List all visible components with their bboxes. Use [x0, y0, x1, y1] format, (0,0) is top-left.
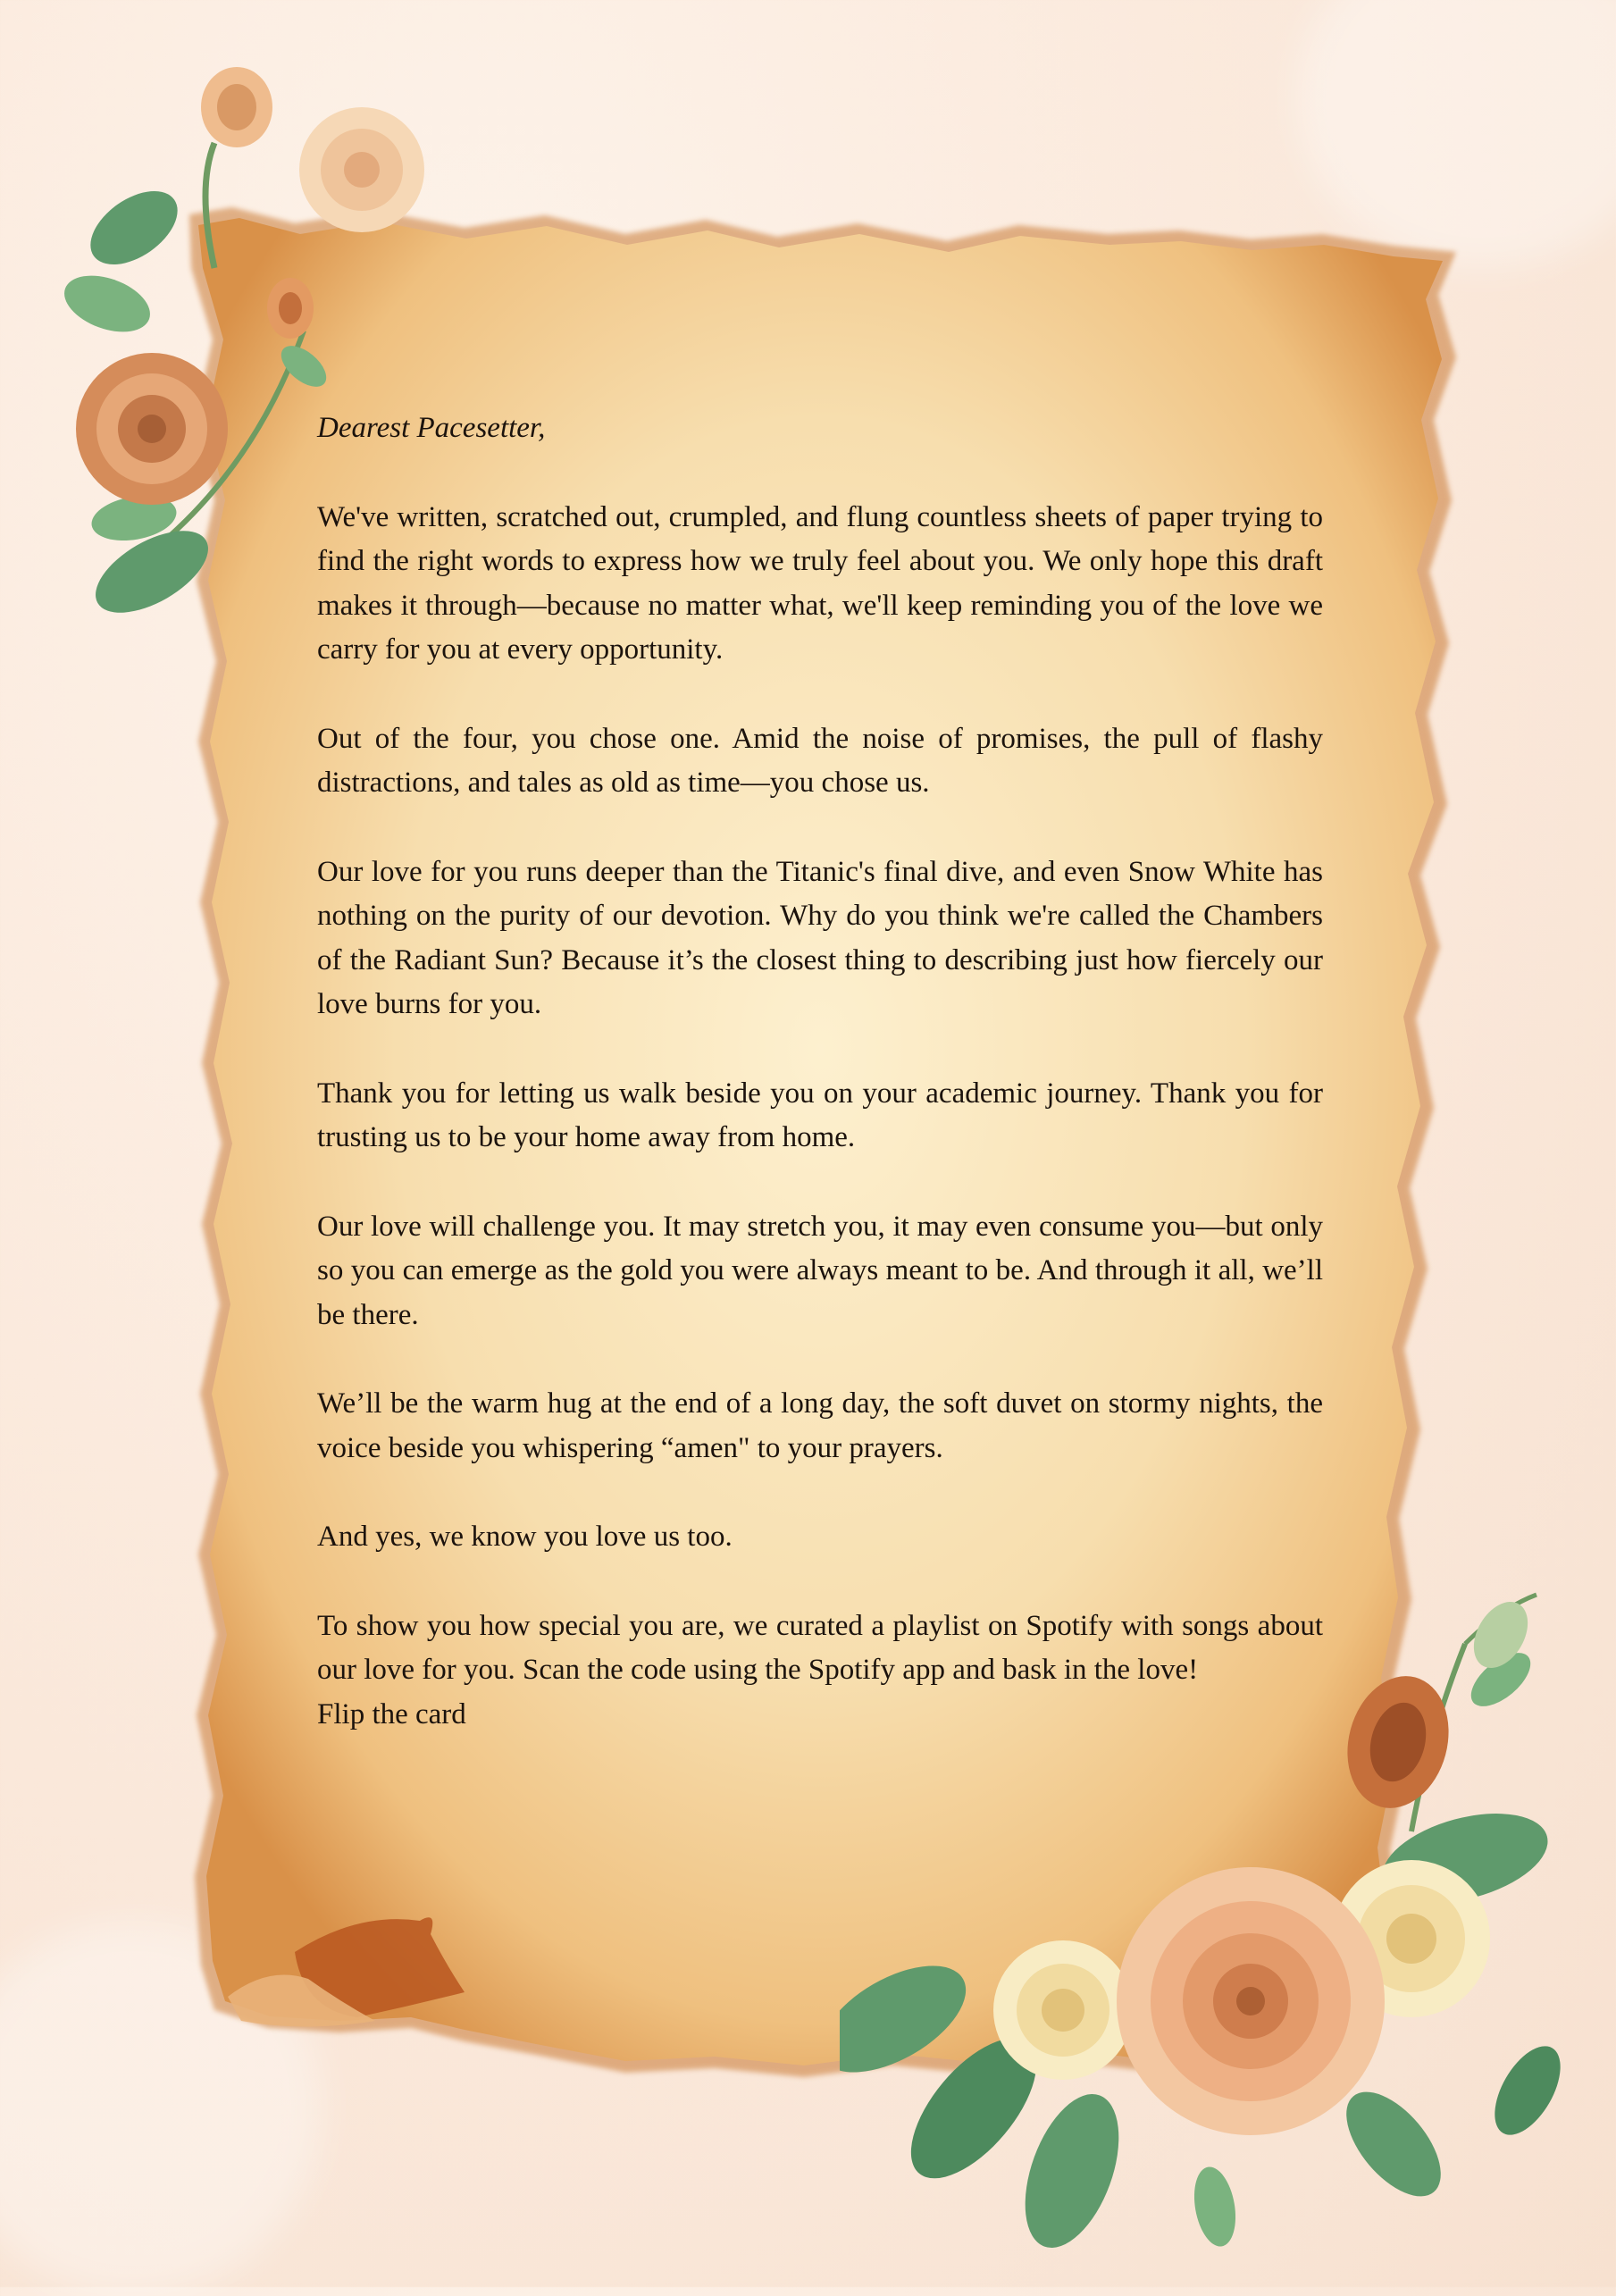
letter-paragraph: Our love will challenge you. It may stretch you, it may even consume you—but only so you can emerge as the gold you were always meant to be. And through it all, we’ll be there. [317, 1210, 1323, 1331]
letter-paragraph: Our love for you runs deeper than the Titanic's final dive, and even Snow White has nothing on the purity of our devotion. Why do you think we're called the Chambers of the Radiant Sun? Because it’s the closest thing to describing just how fiercely our love burns for you. [317, 855, 1323, 1020]
letter-paragraph: Out of the four, you chose one. Amid the noise of promises, the pull of flashy distractions, and tales as old as time—you chose us. [317, 722, 1323, 799]
letter-paragraph: We’ll be the warm hug at the end of a long day, the soft duvet on stormy nights, the voice beside you whispering “amen" to your prayers. [317, 1387, 1323, 1464]
letter-salutation: Dearest Pacesetter, [317, 412, 546, 444]
letter-closing [317, 1605, 1323, 1738]
letter-paragraph: Thank you for letting us walk beside you on your academic journey. Thank you for trusting us to be your home away from home. [317, 1077, 1323, 1153]
letter-paragraph: We've written, scratched out, crumpled, and flung countless sheets of paper trying to find the right words to express how we truly feel about you. We only hope this draft makes it through—because no matter what, we'll keep reminding you of the love we carry for you at every opportunity. [317, 500, 1323, 666]
letter-paragraph: And yes, we know you love us too. [317, 1521, 733, 1553]
letter-body [317, 406, 1323, 1737]
spotify-playlist-note: To show you how special you are, we curated a playlist on Spotify with songs about our love for you. Scan the code using the Spotify app and bask in the love! [317, 1609, 1323, 1686]
flip-card-note: Flip the card [317, 1697, 466, 1730]
